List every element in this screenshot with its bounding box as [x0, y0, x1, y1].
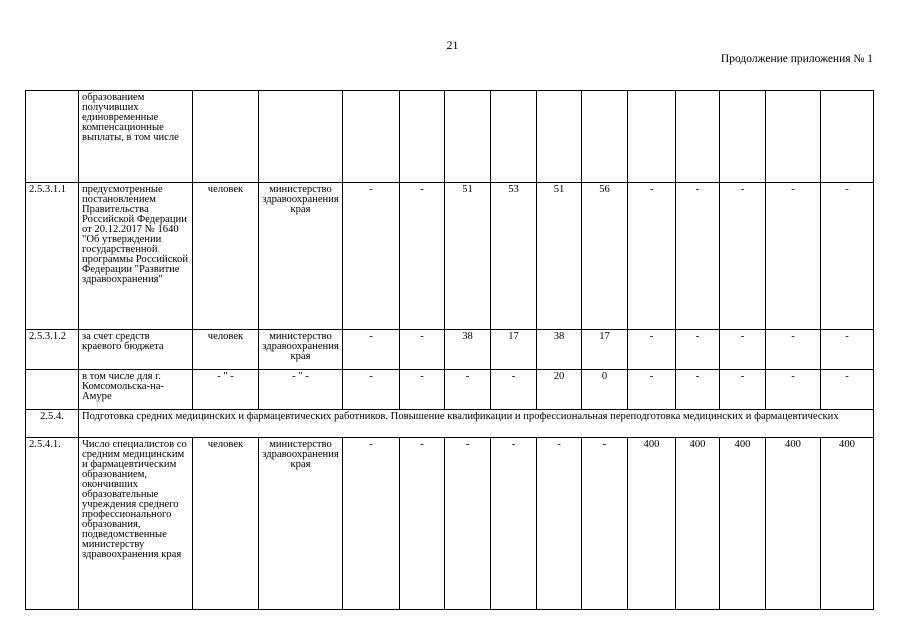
value-cell: 20	[537, 370, 582, 410]
value-cell: -	[766, 183, 821, 330]
section-title: Подготовка средних медицинских и фармацевтических работников. Повышение квалификации и профессиональная переподготовка медицинских и фармацевтических	[79, 410, 874, 438]
value-cell	[343, 91, 400, 183]
value-cell: -	[400, 330, 445, 370]
row-code	[26, 370, 79, 410]
value-cell: 400	[720, 438, 766, 610]
value-cell: -	[676, 370, 720, 410]
value-cell: -	[676, 183, 720, 330]
value-cell: 56	[582, 183, 628, 330]
value-cell: 53	[491, 183, 537, 330]
value-cell: -	[400, 438, 445, 610]
row-name: образованием получивших единовременные компенсационные выплаты, в том числе	[79, 91, 193, 183]
value-cell: -	[720, 330, 766, 370]
row-name: за счет средств краевого бюджета	[79, 330, 193, 370]
value-cell: -	[582, 438, 628, 610]
value-cell	[491, 91, 537, 183]
value-cell: -	[400, 370, 445, 410]
page-number: 21	[446, 38, 459, 52]
value-cell: -	[821, 330, 874, 370]
value-cell: 0	[582, 370, 628, 410]
value-cell: 400	[676, 438, 720, 610]
value-cell: 51	[445, 183, 491, 330]
table-row	[26, 370, 874, 410]
row-code: 2.5.3.1.2	[26, 330, 79, 370]
value-cell	[628, 91, 676, 183]
value-cell: 400	[628, 438, 676, 610]
row-code: 2.5.3.1.1	[26, 183, 79, 330]
value-cell: -	[821, 370, 874, 410]
row-responsible: министерство здравоохранения края	[259, 183, 343, 330]
row-unit: человек	[193, 330, 259, 370]
value-cell: 400	[766, 438, 821, 610]
value-cell: -	[343, 330, 400, 370]
row-unit: человек	[193, 438, 259, 610]
value-cell: -	[491, 370, 537, 410]
value-cell: -	[676, 330, 720, 370]
value-cell	[766, 91, 821, 183]
value-cell	[582, 91, 628, 183]
value-cell	[676, 91, 720, 183]
value-cell	[537, 91, 582, 183]
value-cell: -	[445, 438, 491, 610]
row-responsible: министерство здравоохранения края	[259, 330, 343, 370]
row-unit: человек	[193, 183, 259, 330]
row-name: предусмотренные постановлением Правительства Российской Федерации от 20.12.2017 № 1640 "Об утверждении государственной программы Российской Федерации "Развитие здравоохранения"	[79, 183, 193, 330]
value-cell: -	[766, 370, 821, 410]
row-code: 2.5.4.	[26, 410, 79, 438]
value-cell: -	[445, 370, 491, 410]
value-cell: 17	[582, 330, 628, 370]
table-row	[26, 183, 874, 330]
row-responsible	[259, 91, 343, 183]
value-cell: -	[491, 438, 537, 610]
row-name: Число специалистов со средним медицинским и фармацевтическим образованием, окончивших образовательные учреждения среднего профессионального образования, подведомственные министерству здравоохранения края	[79, 438, 193, 610]
value-cell: 38	[445, 330, 491, 370]
value-cell: -	[343, 370, 400, 410]
value-cell: -	[628, 370, 676, 410]
row-responsible: - " -	[259, 370, 343, 410]
row-unit	[193, 91, 259, 183]
value-cell: -	[628, 330, 676, 370]
value-cell: -	[628, 183, 676, 330]
value-cell: -	[343, 183, 400, 330]
value-cell	[400, 91, 445, 183]
value-cell: -	[720, 183, 766, 330]
value-cell	[445, 91, 491, 183]
row-code: 2.5.4.1.	[26, 438, 79, 610]
section-row	[26, 410, 874, 438]
value-cell: 38	[537, 330, 582, 370]
table-row	[26, 438, 874, 610]
row-responsible: министерство здравоохранения края	[259, 438, 343, 610]
value-cell: 51	[537, 183, 582, 330]
value-cell: 17	[491, 330, 537, 370]
indicators-table	[25, 90, 874, 610]
table-row	[26, 91, 874, 183]
value-cell: -	[766, 330, 821, 370]
value-cell	[720, 91, 766, 183]
table-row	[26, 330, 874, 370]
appendix-continuation-note: Продолжение приложения № 1	[720, 53, 873, 65]
value-cell: -	[821, 183, 874, 330]
value-cell: -	[400, 183, 445, 330]
value-cell: -	[720, 370, 766, 410]
value-cell: 400	[821, 438, 874, 610]
value-cell: -	[343, 438, 400, 610]
value-cell: -	[537, 438, 582, 610]
row-unit: - " -	[193, 370, 259, 410]
row-code	[26, 91, 79, 183]
row-name: в том числе для г. Комсомольска-на-Амуре	[79, 370, 193, 410]
value-cell	[821, 91, 874, 183]
